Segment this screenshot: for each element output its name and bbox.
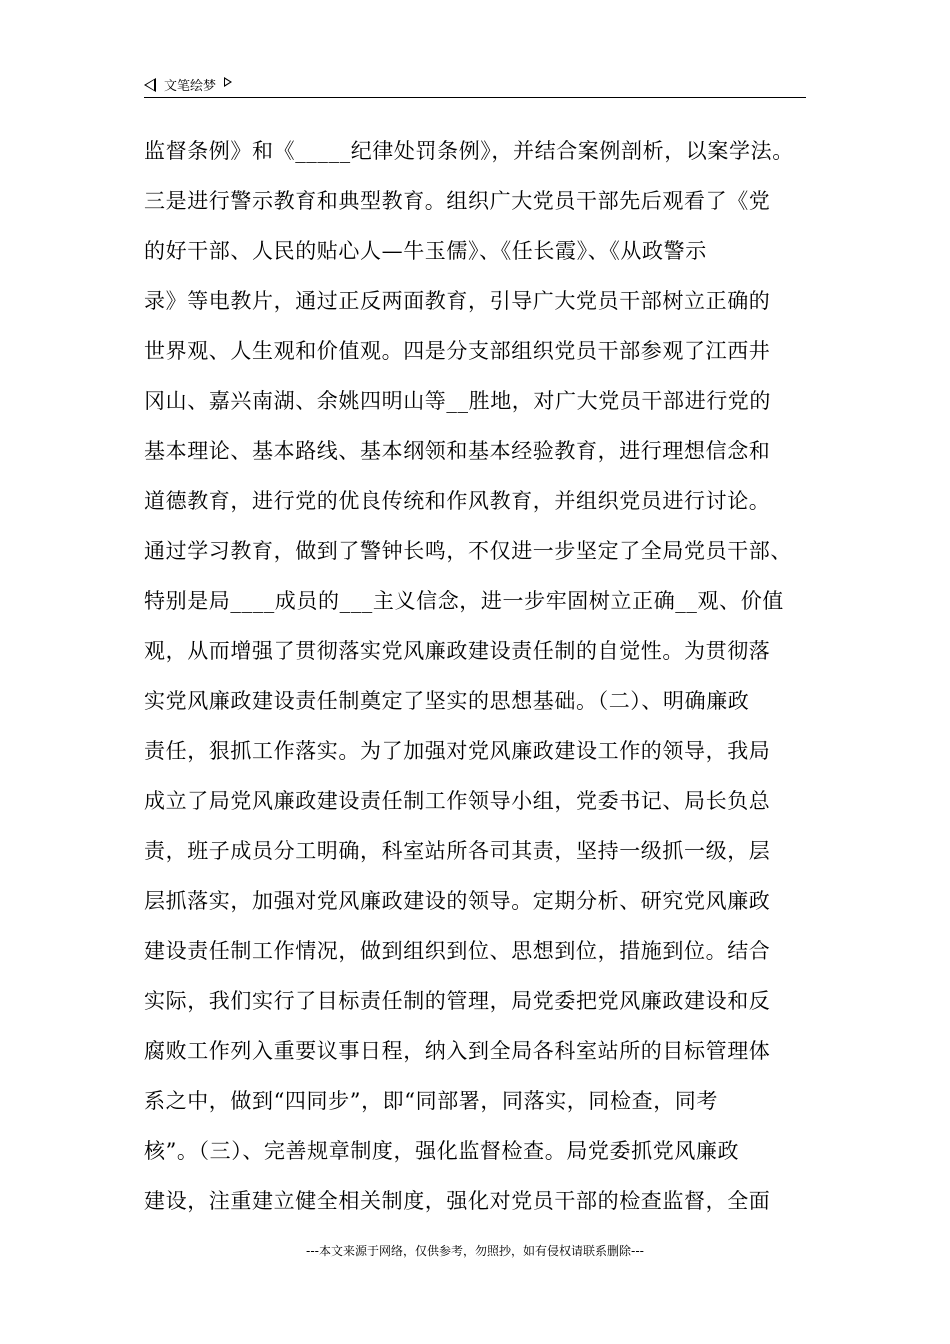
- body-line: 世界观、人生观和价值观。四是分支部组织党员干部参观了江西井: [144, 339, 771, 363]
- brand-text: 文笔绘梦: [164, 79, 217, 94]
- body-line: 的好干部、人民的贴心人—牛玉儒》、《任长霞》、《从政警示: [144, 239, 707, 263]
- body-line: 责任，狠抓工作落实。为了加强对党风廉政建设工作的领导，我局: [144, 739, 771, 763]
- body-line: 层抓落实，加强对党风廉政建设的领导。定期分析、研究党风廉政: [144, 889, 771, 913]
- body-line: 冈山、嘉兴南湖、余姚四明山等__胜地，对广大党员干部进行党的: [144, 389, 771, 413]
- body-line: 通过学习教育，做到了警钟长鸣，不仅进一步坚定了全局党员干部、: [144, 539, 792, 563]
- body-line: 三是进行警示教育和典型教育。组织广大党员干部先后观看了《党: [144, 189, 771, 213]
- body-line: 建设责任制工作情况，做到组织到位、思想到位，措施到位。结合: [144, 939, 771, 963]
- body-line: 实际，我们实行了目标责任制的管理，局党委把党风廉政建设和反: [144, 989, 771, 1013]
- triangle-right-outline-icon: [224, 77, 232, 87]
- header-brand: [144, 75, 232, 94]
- document-body: [144, 126, 824, 1226]
- body-line: 录》等电教片，通过正反两面教育，引导广大党员干部树立正确的: [144, 289, 771, 313]
- body-line: 成立了局党风廉政建设责任制工作领导小组，党委书记、局长负总: [144, 789, 771, 813]
- page-header: [144, 72, 806, 98]
- body-line: 建设，注重建立健全相关制度，强化对党员干部的检查监督，全面: [144, 1189, 771, 1213]
- body-line: 基本理论、基本路线、基本纲领和基本经验教育，进行理想信念和: [144, 439, 771, 463]
- header-divider: [144, 97, 806, 98]
- body-line: 道德教育，进行党的优良传统和作风教育，并组织党员进行讨论。: [144, 489, 771, 513]
- footer-disclaimer: ---本文来源于网络，仅供参考，勿照抄，如有侵权请联系删除---: [306, 1244, 644, 1258]
- body-line: 责，班子成员分工明确，科室站所各司其责，坚持一级抓一级，层: [144, 839, 771, 863]
- body-line: 腐败工作列入重要议事日程，纳入到全局各科室站所的目标管理体: [144, 1039, 771, 1063]
- body-line: 实党风廉政建设责任制奠定了坚实的思想基础。（二）、明确廉政: [144, 689, 750, 713]
- body-line: 监督条例》和《_____纪律处罚条例》，并结合案例剖析，以案学法。: [144, 139, 794, 163]
- body-line: 系之中，做到“四同步”，即“同部署，同落实，同检查，同考: [144, 1089, 719, 1113]
- body-line: 观，从而增强了贯彻落实党风廉政建设责任制的自觉性。为贯彻落: [144, 639, 771, 663]
- body-line: 特别是局____成员的___主义信念，进一步牢固树立正确__观、价值: [144, 589, 784, 613]
- body-line: 核”。（三）、完善规章制度，强化监督检查。局党委抓党风廉政: [144, 1139, 740, 1163]
- triangle-left-outline-icon: [144, 78, 156, 92]
